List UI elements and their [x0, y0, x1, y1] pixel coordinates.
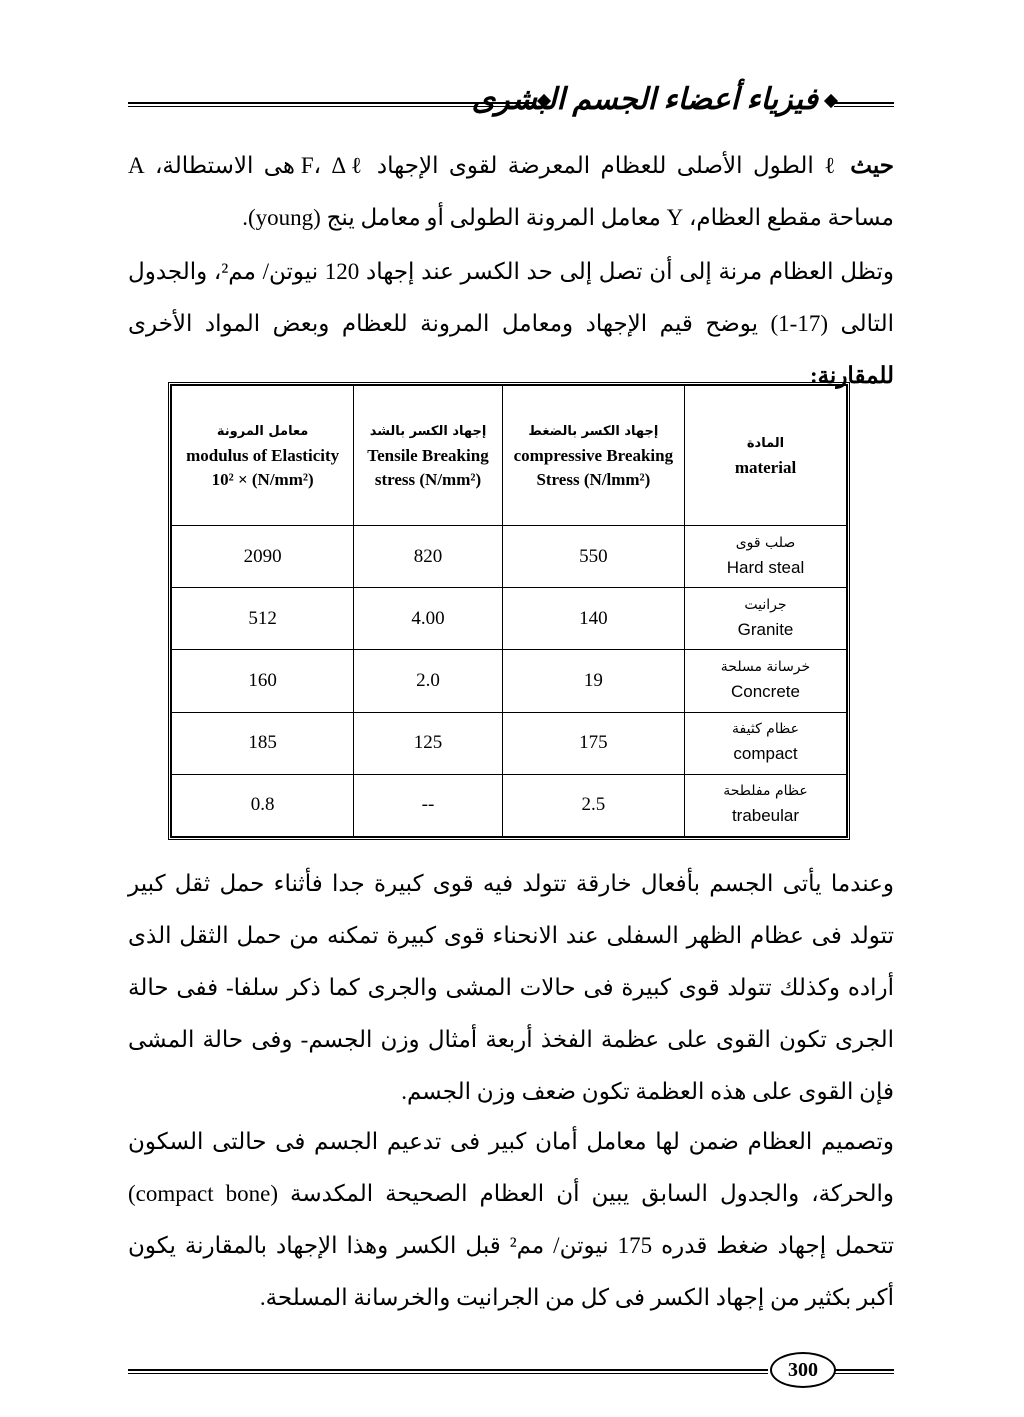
header-compressive-en: compressive Breaking Stress (N/lmm²): [513, 445, 674, 489]
compressive-cell: 550: [502, 526, 684, 588]
tensile-cell: 125: [354, 712, 503, 774]
material-en: Granite: [737, 619, 794, 639]
header-rule-right: [834, 102, 894, 107]
material-ar: عظام كثيفة: [732, 721, 799, 738]
material-cell: [685, 774, 847, 836]
material-cell: [685, 588, 847, 650]
footer-rule-right: [834, 1369, 894, 1374]
tensile-cell: 4.00: [354, 588, 503, 650]
material-ar: صلب قوى: [735, 534, 796, 551]
header-compressive: [502, 386, 684, 526]
header-modulus: [172, 386, 354, 526]
header-tensile-en: Tensile Breaking stress (N/mm²): [367, 445, 489, 489]
paragraph-3: وعندما يأتى الجسم بأفعال خارقة تتولد فيه قوى كبيرة جدا فأثناء حمل ثقل كبير تتولد فى عظام الظهر السفلى عند الانحناء قوى كبيرة تمكنه من حمل الثقل الذى أراده وكذلك تتولد قوى كبيرة فى حالات المشى والجرى كما ذكر سلفا- ففى حالة الجرى تكون القوى على عظمة الفخذ أربعة أمثال وزن الجسم- وفى حالة المشى فإن القوى على هذه العظمة تكون ضعف وزن الجسم.: [128, 871, 894, 1104]
header-modulus-ar: معامل المرونة: [216, 423, 309, 439]
modulus-cell: 0.8: [172, 774, 354, 836]
compressive-cell: 19: [502, 650, 684, 712]
compressive-cell: 140: [502, 588, 684, 650]
modulus-cell: 512: [172, 588, 354, 650]
compressive-cell: 2.5: [502, 774, 684, 836]
paragraph-1: [128, 140, 894, 244]
modulus-cell: 160: [172, 650, 354, 712]
compressive-cell: 175: [502, 712, 684, 774]
material-cell: [685, 650, 847, 712]
header-tensile: [354, 386, 503, 526]
tensile-cell: 820: [354, 526, 503, 588]
page-header: [128, 82, 894, 122]
table-row: [172, 526, 847, 588]
table-row: [172, 712, 847, 774]
table-row: [172, 650, 847, 712]
material-ar: عظام مفلطحة: [723, 783, 808, 800]
modulus-cell: 185: [172, 712, 354, 774]
header-modulus-en: modulus of Elasticity 10² × (N/mm²): [186, 445, 340, 489]
page-footer: [128, 1352, 894, 1388]
paragraph-2: [128, 246, 894, 402]
material-en: compact: [733, 744, 798, 764]
table-header-row: [172, 386, 847, 526]
paragraph-2-text: وتظل العظام مرنة إلى أن تصل إلى حد الكسر عند إجهاد 120 نيوتن/ مم²، والجدول التالى (17-1) يوضح قيم الإجهاد ومعامل المرونة للعظام وبعض المواد الأخرى: [128, 259, 895, 336]
material-ar: خرسانة مسلحة: [720, 658, 811, 675]
modulus-cell: 2090: [172, 526, 354, 588]
tensile-cell: 2.0: [354, 650, 503, 712]
paragraph-1-text: ℓ الطول الأصلى للعظام المعرضة لقوى الإجهاد F، Δℓ هى الاستطالة، A مساحة مقطع العظام، Y معامل المرونة الطولى أو معامل ينج (young).: [128, 153, 894, 230]
material-en: Concrete: [731, 681, 800, 701]
material-en: Hard steal: [726, 557, 805, 577]
page-number: 300: [770, 1352, 836, 1388]
stress-table: [171, 385, 847, 837]
paragraph-2-bold: للمقارنة:: [809, 363, 894, 388]
comparison-table: [168, 382, 850, 840]
header-tensile-ar: إجهاد الكسر بالشد: [369, 423, 487, 439]
header-material-ar: المادة: [746, 435, 785, 451]
header-material: [685, 386, 847, 526]
footer-rule-left: [128, 1369, 768, 1374]
tensile-cell: --: [354, 774, 503, 836]
material-cell: [685, 526, 847, 588]
material-en: trabeular: [731, 806, 800, 826]
header-material-en: material: [734, 457, 797, 477]
paragraph-1-lead: حيث: [850, 153, 894, 178]
paragraph-4: وتصميم العظام ضمن لها معامل أمان كبير فى تدعيم الجسم فى حالتى السكون والحركة، والجدول السابق يبين أن العظام الصحيحة المكدسة (compact bone) تتحمل إجهاد ضغط قدره 175 نيوتن/ مم² قبل الكسر وهذا الإجهاد بالمقارنة يكون أكبر بكثير من إجهاد الكسر فى كل من الجرانيت والخرسانة المسلحة.: [128, 1129, 894, 1310]
page-title: فيزياء أعضاء الجسم البشرى: [471, 83, 818, 116]
table-row: [172, 588, 847, 650]
table-row: [172, 774, 847, 836]
material-ar: جرانيت: [744, 596, 787, 613]
material-cell: [685, 712, 847, 774]
header-compressive-ar: إجهاد الكسر بالضغط: [528, 423, 659, 439]
